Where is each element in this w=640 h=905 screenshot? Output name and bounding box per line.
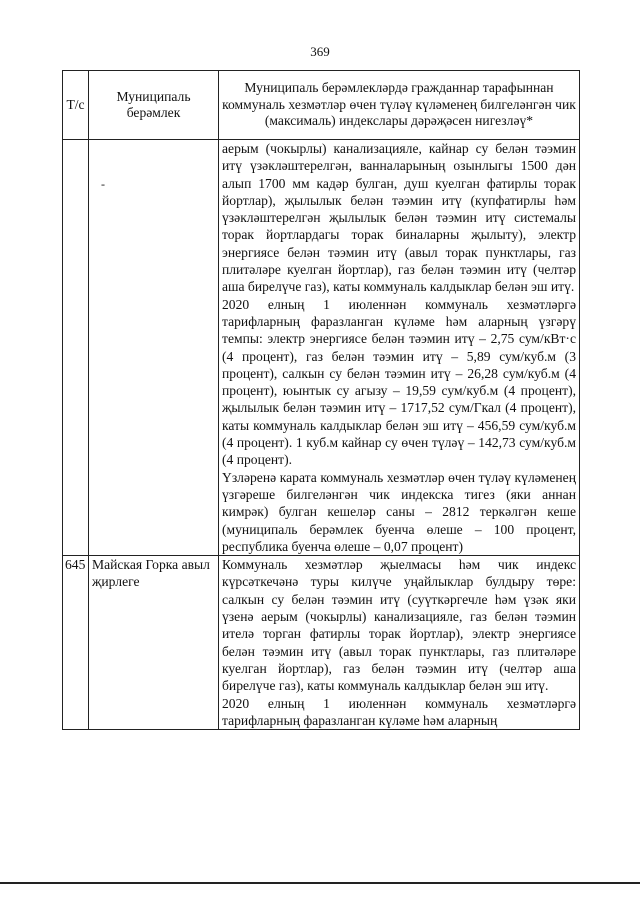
description-paragraph: Коммуналь хезмәтләр җыелмасы һәм чик индекс күрсәткечәнә туры килүче уңайлыклар булдыру төре: салкын су белән тәэмин итү (суүткәргечле һәм үзәк яки үзенә аерым (чокырлы) канализацияле, газ белән тәэмин ителә торган фатирлы торак йортлар), электр энергиясе белән тәэмин итү (авыл торак пунктлары, газ плитәләре куелган йортлар), газ белән тәэмин итү (челтәр аша бирелүче газ), каты коммуналь калдыклар белән эш итү. [222,557,576,694]
description-paragraph: 2020 елның 1 июленнән коммуналь хезмәтләргә тарифларның фаразланган күләме һәм аларның үзгәрү темпы: электр энергиясе белән тәэмин итү – 2,75 сум/кВт·с (4 процент), газ белән тәэмин итү – 5,89 сум/куб.м (3 процент), салкын су белән тәэмин итү – 26,28 сум/куб.м (4 процент), юынтык су агызу – 19,59 сум/куб.м (4 процент), җылылык белән тәэмин итү – 1717,52 сум/Гкал (4 процент), каты коммуналь калдыклар белән эш итү – 456,59 сум/куб.м (4 процент). 1 куб.м кайнар су өчен түләү – 142,73 сум/куб.м (4 процент). [222,296,576,468]
row-number [63,140,89,556]
row-number: 645 [63,556,89,730]
row-municipality-name: Майская Горка авыл җирлеге [92,557,210,590]
header-description: Муниципаль берәмлекләрдә гражданнар тарафыннан коммуналь хезмәтләр өчен түләү күләменең билгеләнгән чик (максималь) индекслары дәрәҗәсен нигезләү* [219,71,580,140]
description-paragraph: аерым (чокырлы) канализацияле, кайнар су белән тәэмин итү үзәкләштерелгән, ванналарының озынлыгы 1500 дән алып 1700 мм кадәр булган, душ куелган фатирлы торак йортлар), җылылык белән тәэмин итү (купфатирлы һәм үзәкләштерелгән җылылык белән тәэмин итү системалы торак йортлардагы торак биналарны җылыту), электр энергиясе белән тәэмин итү (авыл торак пунктлары, газ плитәләре куелган йортлар), газ белән тәэмин итү (челтәр аша бирелүче газ), каты коммуналь калдыклар белән эш итү. [222,141,576,295]
dash-marker: - [101,177,105,191]
row-description [219,140,580,556]
bottom-border [0,882,640,884]
header-municipality: Муниципаль берәмлек [89,71,219,140]
description-paragraph: Үзләренә карата коммуналь хезмәтләр өчен түләү күләменең үзгәреше билгеләнгән чик индекска тигез (яки аннан кимрәк) булган кешеләр саны – 2812 теркәлгән кеше (муниципаль берәмлек буенча өлеше – 100 процент, республика буенча өлеше – 0,07 процент) [222,469,576,554]
page-number: 369 [310,44,330,59]
description-paragraph: 2020 елның 1 июленнән коммуналь хезмәтләргә тарифларның фаразланган күләме һәм аларның [222,695,576,728]
table-row [63,140,580,556]
row-municipality [89,556,219,730]
row-municipality [89,140,219,556]
header-no: Т/с [63,71,89,140]
table-header-row [63,71,580,140]
municipal-table [62,70,580,730]
row-description [219,556,580,730]
table-row [63,556,580,730]
